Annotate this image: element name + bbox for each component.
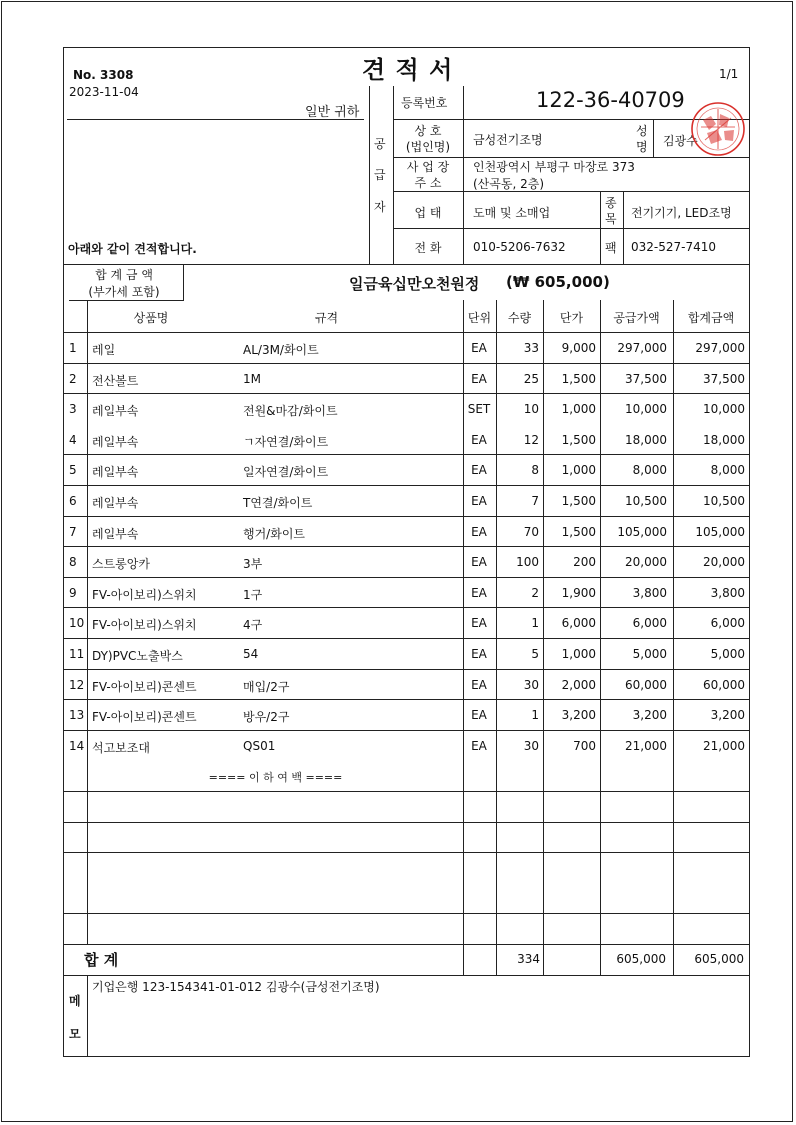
unit: EA xyxy=(471,739,487,753)
unit-price: 2,000 xyxy=(561,678,596,692)
product-name: FV-아이보리)콘센트 xyxy=(92,710,197,724)
company-seal-stamp xyxy=(689,100,747,158)
table-header-cell: 단위 xyxy=(467,311,492,325)
specification: T연결/화이트 xyxy=(243,496,313,510)
quantity: 10 xyxy=(523,402,539,416)
unit-price: 1,000 xyxy=(561,402,596,416)
product-name: DY)PVC노출박스 xyxy=(92,649,183,663)
specification: 방우/2구 xyxy=(243,710,290,724)
product-name: FV-아이보리)스위치 xyxy=(92,588,197,602)
specification: AL/3M/화이트 xyxy=(243,343,319,357)
product-name: 레일부속 xyxy=(92,404,139,418)
unit-price: 1,500 xyxy=(561,525,596,539)
quantity: 30 xyxy=(523,739,539,753)
table-header-cell: 상품명 xyxy=(133,311,169,325)
total-amount: 3,200 xyxy=(710,708,745,722)
address-line-2: (산곡동, 2층) xyxy=(473,177,544,191)
sum-supply-amount: 605,000 xyxy=(616,952,666,966)
total-amount-korean: 일금육십만오천원정 xyxy=(349,275,480,293)
table-header-cell: 합계금액 xyxy=(687,311,735,325)
unit: EA xyxy=(471,708,487,722)
unit-price: 1,500 xyxy=(561,433,596,447)
specification: 3부 xyxy=(243,557,263,571)
row-number: 7 xyxy=(69,525,77,539)
business-type-label: 업 태 xyxy=(414,206,442,220)
sum-total-amount: 605,000 xyxy=(694,952,744,966)
total-amount: 297,000 xyxy=(695,341,745,355)
sum-quantity: 334 xyxy=(517,952,540,966)
specification: 일자연결/화이트 xyxy=(243,465,329,479)
supply-amount: 37,500 xyxy=(625,372,667,386)
row-number: 11 xyxy=(69,647,85,661)
product-name: FV-아이보리)스위치 xyxy=(92,618,197,632)
product-name: 레일부속 xyxy=(92,527,139,541)
rep-label-1: 성 xyxy=(636,124,648,138)
supply-amount: 10,500 xyxy=(625,494,667,508)
unit: EA xyxy=(471,647,487,661)
unit: EA xyxy=(471,616,487,630)
product-name: 레일 xyxy=(92,343,116,357)
unit-price: 3,200 xyxy=(561,708,596,722)
supply-amount: 5,000 xyxy=(632,647,667,661)
product-name: 스트롱앙카 xyxy=(92,557,150,571)
row-number: 9 xyxy=(69,586,77,600)
specification: QS01 xyxy=(243,739,276,753)
business-item: 전기기기, LED조명 xyxy=(631,206,732,220)
specification: 1구 xyxy=(243,588,263,602)
reg-no-value: 122-36-40709 xyxy=(536,88,685,112)
row-number: 8 xyxy=(69,555,77,569)
phone-label: 전 화 xyxy=(414,241,442,255)
unit: EA xyxy=(471,678,487,692)
document-title: 견 적 서 xyxy=(362,56,454,84)
unit-price: 9,000 xyxy=(561,341,596,355)
specification: 행거/화이트 xyxy=(243,527,306,541)
address-label: 사 업 장 xyxy=(406,160,450,174)
business-item-label-1: 종 xyxy=(605,196,617,210)
total-amount: 21,000 xyxy=(703,739,745,753)
unit-price: 1,900 xyxy=(561,586,596,600)
unit-price: 700 xyxy=(573,739,596,753)
table-header-cell: 수량 xyxy=(507,311,532,325)
row-number: 5 xyxy=(69,463,77,477)
supplier-label-3: 자 xyxy=(374,200,386,214)
document-number: No. 3308 xyxy=(73,68,134,82)
supply-amount: 21,000 xyxy=(625,739,667,753)
quantity: 30 xyxy=(523,678,539,692)
table-header-cell: 공급가액 xyxy=(613,311,660,325)
specification: 4구 xyxy=(243,618,263,632)
row-number: 3 xyxy=(69,402,77,416)
address-label-sub: 주 소 xyxy=(414,176,442,190)
product-name: 레일부속 xyxy=(92,465,139,479)
business-item-label-2: 목 xyxy=(605,212,617,226)
row-number: 13 xyxy=(69,708,85,722)
estimate-document xyxy=(63,47,750,1057)
supply-amount: 6,000 xyxy=(632,616,667,630)
unit: EA xyxy=(471,433,487,447)
company-name: 금성전기조명 xyxy=(473,133,543,147)
product-name: 레일부속 xyxy=(92,435,139,449)
supply-amount: 20,000 xyxy=(625,555,667,569)
representative-name: 김광수 xyxy=(663,134,698,148)
total-amount-label-sub: (부가세 포함) xyxy=(88,285,160,299)
business-type: 도매 및 소매업 xyxy=(473,206,551,220)
unit: EA xyxy=(471,555,487,569)
total-amount-won: (₩ 605,000) xyxy=(506,273,610,291)
unit-price: 1,000 xyxy=(561,463,596,477)
specification: ㄱ자연결/화이트 xyxy=(243,435,329,449)
phone-number: 010-5206-7632 xyxy=(473,240,566,254)
rep-label-2: 명 xyxy=(636,140,648,154)
unit-price: 1,000 xyxy=(561,647,596,661)
unit: EA xyxy=(471,341,487,355)
recipient: 일반 귀하 xyxy=(305,105,360,120)
row-number: 6 xyxy=(69,494,77,508)
total-amount: 20,000 xyxy=(703,555,745,569)
memo-label-2: 모 xyxy=(69,1027,81,1041)
end-of-list-marker: ==== 이 하 여 백 ==== xyxy=(208,771,343,784)
quantity: 70 xyxy=(523,525,539,539)
unit-price: 6,000 xyxy=(561,616,596,630)
quantity: 12 xyxy=(523,433,539,447)
row-number: 12 xyxy=(69,678,85,692)
recipient-underline xyxy=(67,119,364,120)
unit: EA xyxy=(471,525,487,539)
quantity: 1 xyxy=(531,616,539,630)
supply-amount: 8,000 xyxy=(632,463,667,477)
row-number: 2 xyxy=(69,372,77,386)
greeting-text: 아래와 같이 견적합니다. xyxy=(68,242,197,256)
row-number: 4 xyxy=(69,433,77,447)
total-amount: 6,000 xyxy=(710,616,745,630)
fax-number: 032-527-7410 xyxy=(631,240,717,254)
page-indicator: 1/1 xyxy=(719,67,739,81)
supply-amount: 3,200 xyxy=(632,708,667,722)
unit: EA xyxy=(471,372,487,386)
row-number: 14 xyxy=(69,739,85,753)
unit: SET xyxy=(467,402,491,416)
supply-amount: 297,000 xyxy=(617,341,667,355)
product-name: FV-아이보리)콘센트 xyxy=(92,680,197,694)
supply-amount: 60,000 xyxy=(625,678,667,692)
row-number: 10 xyxy=(69,616,85,630)
company-name-label: 상 호 xyxy=(414,124,442,138)
unit-price: 200 xyxy=(573,555,596,569)
table-header-cell: 단가 xyxy=(559,311,584,325)
total-amount: 37,500 xyxy=(703,372,745,386)
reg-no-label: 등록번호 xyxy=(401,96,448,110)
total-amount: 60,000 xyxy=(703,678,745,692)
supply-amount: 18,000 xyxy=(625,433,667,447)
unit: EA xyxy=(471,463,487,477)
address-line-1: 인천광역시 부평구 마장로 373 xyxy=(473,160,635,174)
unit-price: 1,500 xyxy=(561,372,596,386)
supplier-label-1: 공 xyxy=(374,137,386,151)
total-amount: 5,000 xyxy=(710,647,745,661)
specification: 54 xyxy=(243,647,259,661)
row-number: 1 xyxy=(69,341,77,355)
total-amount: 10,000 xyxy=(703,402,745,416)
unit: EA xyxy=(471,494,487,508)
total-amount: 3,800 xyxy=(710,586,745,600)
product-name: 전산볼트 xyxy=(92,374,139,388)
fax-label: 팩 xyxy=(605,241,617,255)
total-amount: 105,000 xyxy=(695,525,745,539)
total-amount: 8,000 xyxy=(710,463,745,477)
supply-amount: 105,000 xyxy=(617,525,667,539)
quantity: 2 xyxy=(531,586,539,600)
memo-text: 기업은행 123-154341-01-012 김광수(금성전기조명) xyxy=(92,980,380,994)
product-name: 레일부속 xyxy=(92,496,139,510)
quantity: 25 xyxy=(523,372,539,386)
supplier-label-2: 급 xyxy=(374,168,386,182)
unit-price: 1,500 xyxy=(561,494,596,508)
document-date: 2023-11-04 xyxy=(69,85,139,99)
quantity: 8 xyxy=(531,463,539,477)
quantity: 7 xyxy=(531,494,539,508)
unit: EA xyxy=(471,586,487,600)
memo-label-1: 메 xyxy=(69,994,81,1008)
quantity: 5 xyxy=(531,647,539,661)
quantity: 33 xyxy=(523,341,539,355)
quantity: 100 xyxy=(516,555,539,569)
specification: 매입/2구 xyxy=(243,680,290,694)
total-amount: 18,000 xyxy=(703,433,745,447)
supply-amount: 10,000 xyxy=(625,402,667,416)
product-name: 석고보조대 xyxy=(92,741,150,755)
total-amount-label: 합 계 금 액 xyxy=(95,268,153,282)
total-amount: 10,500 xyxy=(703,494,745,508)
quantity: 1 xyxy=(531,708,539,722)
sum-label: 합 계 xyxy=(84,951,119,969)
supply-amount: 3,800 xyxy=(632,586,667,600)
specification: 1M xyxy=(243,372,261,386)
specification: 전원&마감/화이트 xyxy=(243,404,338,418)
table-header-cell: 규격 xyxy=(314,311,339,325)
company-name-label-sub: (법인명) xyxy=(405,140,451,154)
